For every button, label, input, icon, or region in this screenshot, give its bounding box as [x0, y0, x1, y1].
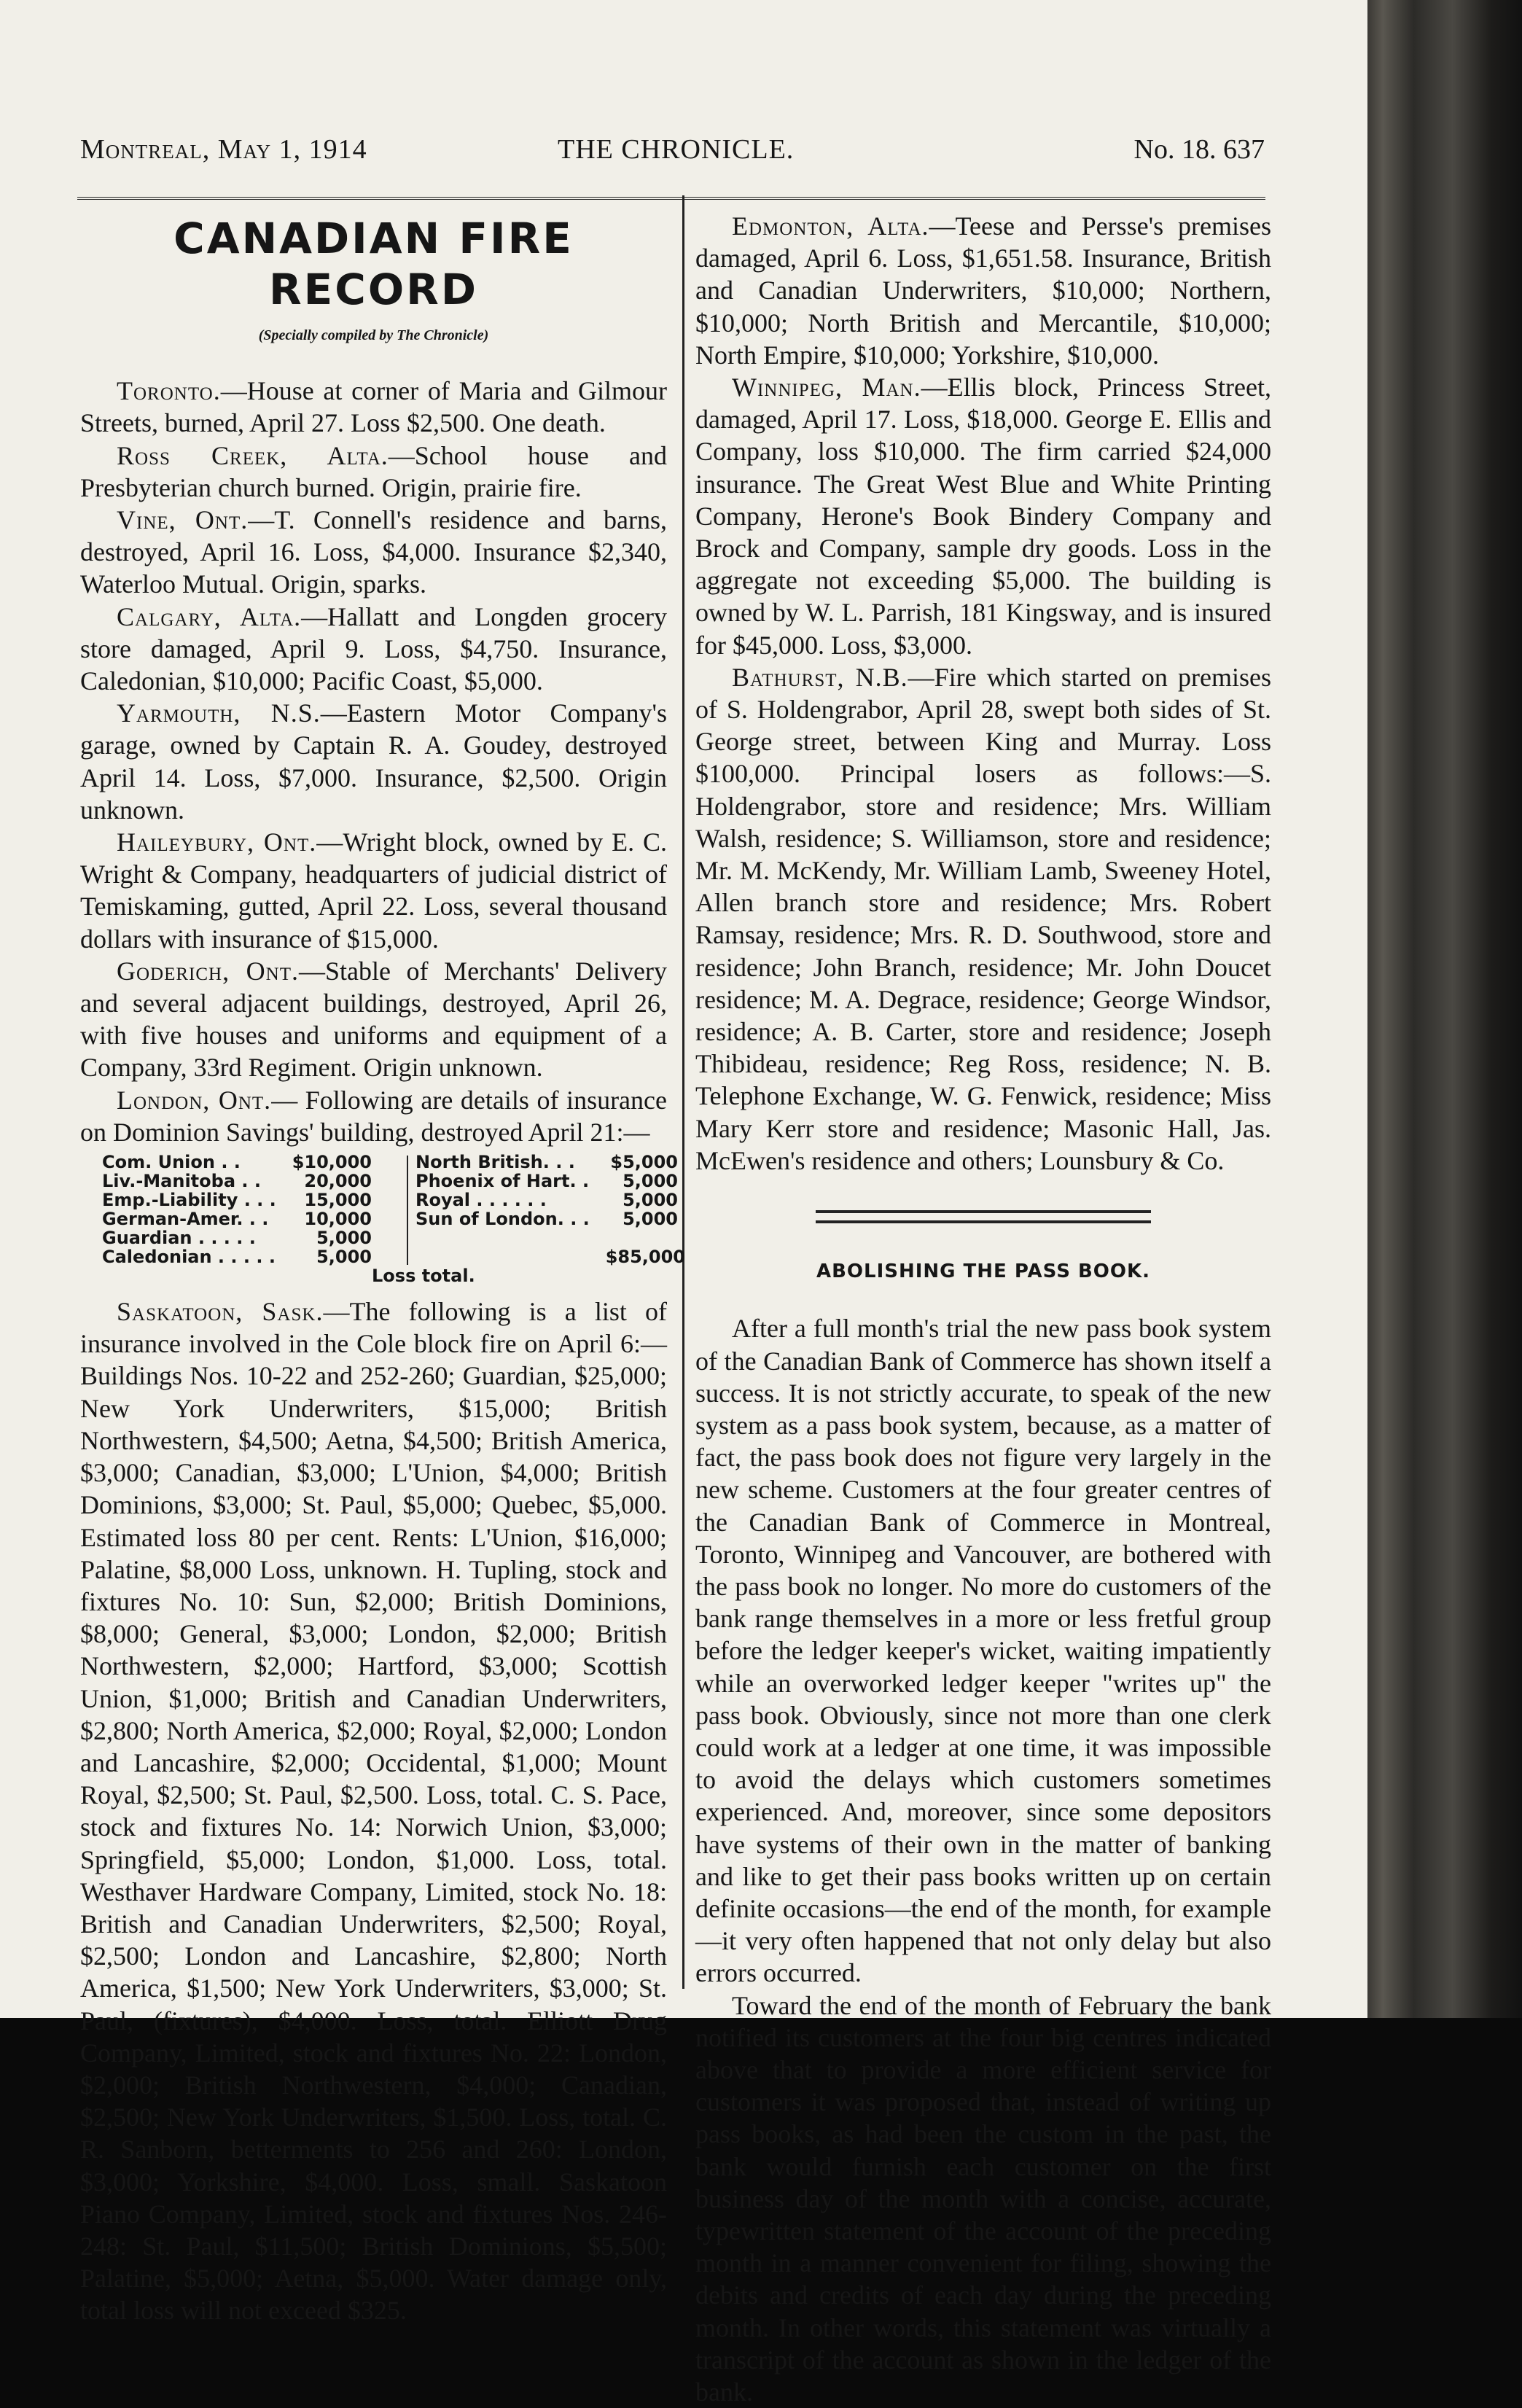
fire-entry: Ross Creek, Alta.—School house and Presbyterian church burned. Origin, prairie fire. — [80, 440, 667, 502]
article-title-pass-book: ABOLISHING THE PASS BOOK. — [816, 1261, 1151, 1283]
article-paragraph: After a full month's trial the new pass book system of the Canadian Bank of Commerce has shown itself a success. It is not strictly accurate, to speak of the new system as a pass book system, because, as a matter of fact, the pass book does not figure very largely in the new scheme. Customers at the four greater centres of the Canadian Bank of Commerce in Montreal, Toronto, Winnipeg and Vancouver, are bothered with the pass book no longer. No more do customers of the bank range themselves in a more or less fretful group before the ledger keeper's wicket, waiting impatiently while an overworked ledger keeper "writes up" the pass book. Obviously, since not more than one clerk could work at a ledger at one time, it was impossible to avoid the delays which customers sometimes experienced. And, moreover, since some depositors have systems of their own in the matter of banking and like to get their pass books written up on certain definite occasions—the end of the month, for example—it very often happened that not only delay but also errors occurred. — [695, 1314, 1271, 1988]
table-row: Phoenix of Hart. . 5,000 — [415, 1171, 678, 1192]
column-divider — [682, 195, 684, 1989]
fire-entry: London, Ont.— Following are details of insurance on Dominion Savings' building, destroyed April 21:— — [80, 1085, 667, 1147]
fire-entry: Bathurst, N.B.—Fire which started on premises of S. Holdengrabor, April 28, swept both sides of St. George street, between King and Murray. Loss $100,000. Principal losers as follows:—S. Holdengrabor, store and residence; Mrs. William Walsh, residence; S. Williamson, store and residence; Mr. M. McKendy, Mr. William Lamb, Sweeney Hotel, Allen branch store and residence; Mrs. Robert Ramsay, residence; Mrs. R. D. Southwood, store and residence; John Branch, residence; Mr. John Doucet residence; M. A. Degrace, residence; George Windsor, residence; A. B. Carter, store and residence; Joseph Thibideau, residence; Reg Ross, residence; N. B. Telephone Exchange, W. G. Fenwick, residence; Miss Mary Kerr store and residence; Masonic Hall, Jas. McEwen's residence and others; Lounsbury & Co. — [695, 662, 1271, 1175]
fire-entry: Haileybury, Ont.—Wright block, owned by E. C. Wright & Company, headquarters of judicial district of Temiskaming, gutted, April 22. Loss, several thousand dollars with insurance of $15,000. — [80, 827, 667, 954]
table-row: Liv.-Manitoba . . 20,000 — [102, 1171, 372, 1192]
table-row: Sun of London. . . 5,000 — [415, 1209, 678, 1230]
fire-entry: Saskatoon, Sask.—The following is a list of insurance involved in the Cole block fire on April 6:—Buildings Nos. 10-22 and 252-260; Guardian, $25,000; New York Underwriters, $15,000; British Northwestern, $4,500; Aetna, $4,500; British America, $3,000; Canadian, $3,000; L'Union, $4,000; British Dominions, $3,000; St. Paul, $5,000; Quebec, $5,000. Estimated loss 80 per cent. Rents: L'Union, $16,000; Palatine, $8,000 Loss, unknown. H. Tupling, stock and fixtures No. 10: Sun, $2,000; British Dominions, $8,000; General, $3,000; London, $2,000; British Northwestern, $2,000; Hartford, $3,000; Scottish Union, $1,000; British and Canadian Underwriters, $2,800; North America, $2,000; Royal, $2,000; London and Lancashire, $2,000; Occidental, $1,000; Mount Royal, $2,500; St. Paul, $2,500. Loss, total. C. S. Pace, stock and fixtures No. 14: Norwich Union, $3,000; Springfield, $5,000; London, $1,000. Loss, total. Westhaver Hardware Company, Limited, stock No. 18: British and Canadian Underwriters, $2,500; Royal, $2,500; London and Lancashire, $2,800; North America, $1,500; New York Underwriters, $3,000; St. Paul, (fixtures), $4,000. Loss, total. Elliott Drug Company, Limited, stock and fixtures No. 22: London, $2,000; British Northwestern, $4,000; Canadian, $2,500; New York Underwriters, $1,500. Loss, total. C. R. Sanborn, betterments to 256 and 260: London, $3,000; Yorkshire, $4,000. Loss, small. Saskatoon Piano Company, Limited, stock and fixtures Nos. 246-248: St. Paul, $11,500; British Dominions, $5,500; Palatine, $5,000; Aetna, $5,000. Water damage only, total loss will not exceed $325. — [80, 1297, 667, 2326]
header-rule — [77, 197, 1265, 200]
header-page-number: No. 18. 637 — [1133, 134, 1265, 165]
article-title-fire-record: CANADIAN FIRE RECORD — [173, 214, 574, 314]
insurance-table-right — [415, 1152, 685, 1268]
insurance-table-left — [102, 1153, 394, 1266]
article-paragraph: Toward the end of the month of February the bank notified its customers at the four big centres indicated above that to provide a more efficient service for customers it was proposed that, instead of writing up pass books, as had been the custom in the past, the bank would furnish each customer on the first business day of the month with a concise, accurate, typewritten statement of the account of the preceding month in a manner convenient for filing, showing the debits and credits of each day during the preceding month. In other words, this statement was virtually a transcript of the account as shown in the ledger of the bank. — [695, 1990, 1271, 2407]
table-row: German-Amer. . . 10,000 — [102, 1209, 372, 1230]
table-row: Emp.-Liability . . . 15,000 — [102, 1190, 372, 1211]
table-row: Royal . . . . . . 5,000 — [415, 1190, 678, 1211]
insurance-total-value: $85,000 — [605, 1247, 685, 1268]
fire-entry: Toronto.—House at corner of Maria and Gilmour Streets, burned, April 27. Loss $2,500. One death. — [80, 376, 667, 438]
insurance-table-divider — [407, 1156, 408, 1265]
article-subtitle: (Specially compiled by The Chronicle) — [258, 327, 489, 343]
fire-entry: Calgary, Alta.—Hallatt and Longden grocery store damaged, April 9. Loss, $4,750. Insurance, Caledonian, $10,000; Pacific Coast, $5,000. — [80, 601, 668, 696]
insurance-total-label: Loss total. — [372, 1266, 475, 1287]
fire-entry: Vine, Ont.—T. Connell's residence and barns, destroyed, April 16. Loss, $4,000. Insurance $2,340, Waterloo Mutual. Origin, sparks. — [80, 505, 667, 599]
fire-entry: Edmonton, Alta.—Teese and Persse's premises damaged, April 6. Loss, $1,651.58. Insurance, British and Canadian Underwriters, $10,000; Northern, $10,000; North British and Mercantile, $10,000; North Empire, $10,000; Yorkshire, $10,000. — [695, 211, 1271, 370]
table-row: Com. Union . . $10,000 — [102, 1152, 372, 1173]
right-column — [695, 210, 1271, 2408]
table-row: Guardian . . . . . 5,000 — [102, 1228, 372, 1249]
fire-entry: Goderich, Ont.—Stable of Merchants' Delivery and several adjacent buildings, destroyed, April 26, with five houses and uniforms and equipment of a Company, 33rd Regiment. Origin unknown. — [80, 956, 667, 1083]
header-date: Montreal, May 1, 1914 — [80, 134, 367, 165]
insurance-table — [102, 1152, 685, 1290]
fire-entry: Yarmouth, N.S.—Eastern Motor Company's garage, owned by Captain R. A. Goudey, destroyed April 14. Loss, $7,000. Insurance, $2,500. Origin unknown. — [80, 698, 667, 825]
header-masthead: THE CHRONICLE. — [558, 134, 795, 165]
table-row: North British. . . $5,000 — [415, 1152, 678, 1173]
table-row: Caledonian . . . . . 5,000 — [102, 1247, 372, 1268]
left-column — [80, 210, 685, 2327]
book-binding-edge — [1367, 0, 1522, 2018]
fire-entry: Winnipeg, Man.—Ellis block, Princess Street, damaged, April 17. Loss, $18,000. George E. Ellis and Company, loss $10,000. The firm carried $24,000 insurance. The Great West Blue and White Printing Company, Herone's Book Bindery Company and Brock and Company, sample dry goods. Loss in the aggregate not exceeding $5,000. The building is owned by W. L. Parrish, 181 Kingsway, and is insured for $45,000. Loss, $3,000. — [695, 373, 1271, 660]
page-header — [80, 133, 1265, 177]
section-separator — [816, 1210, 1151, 1223]
